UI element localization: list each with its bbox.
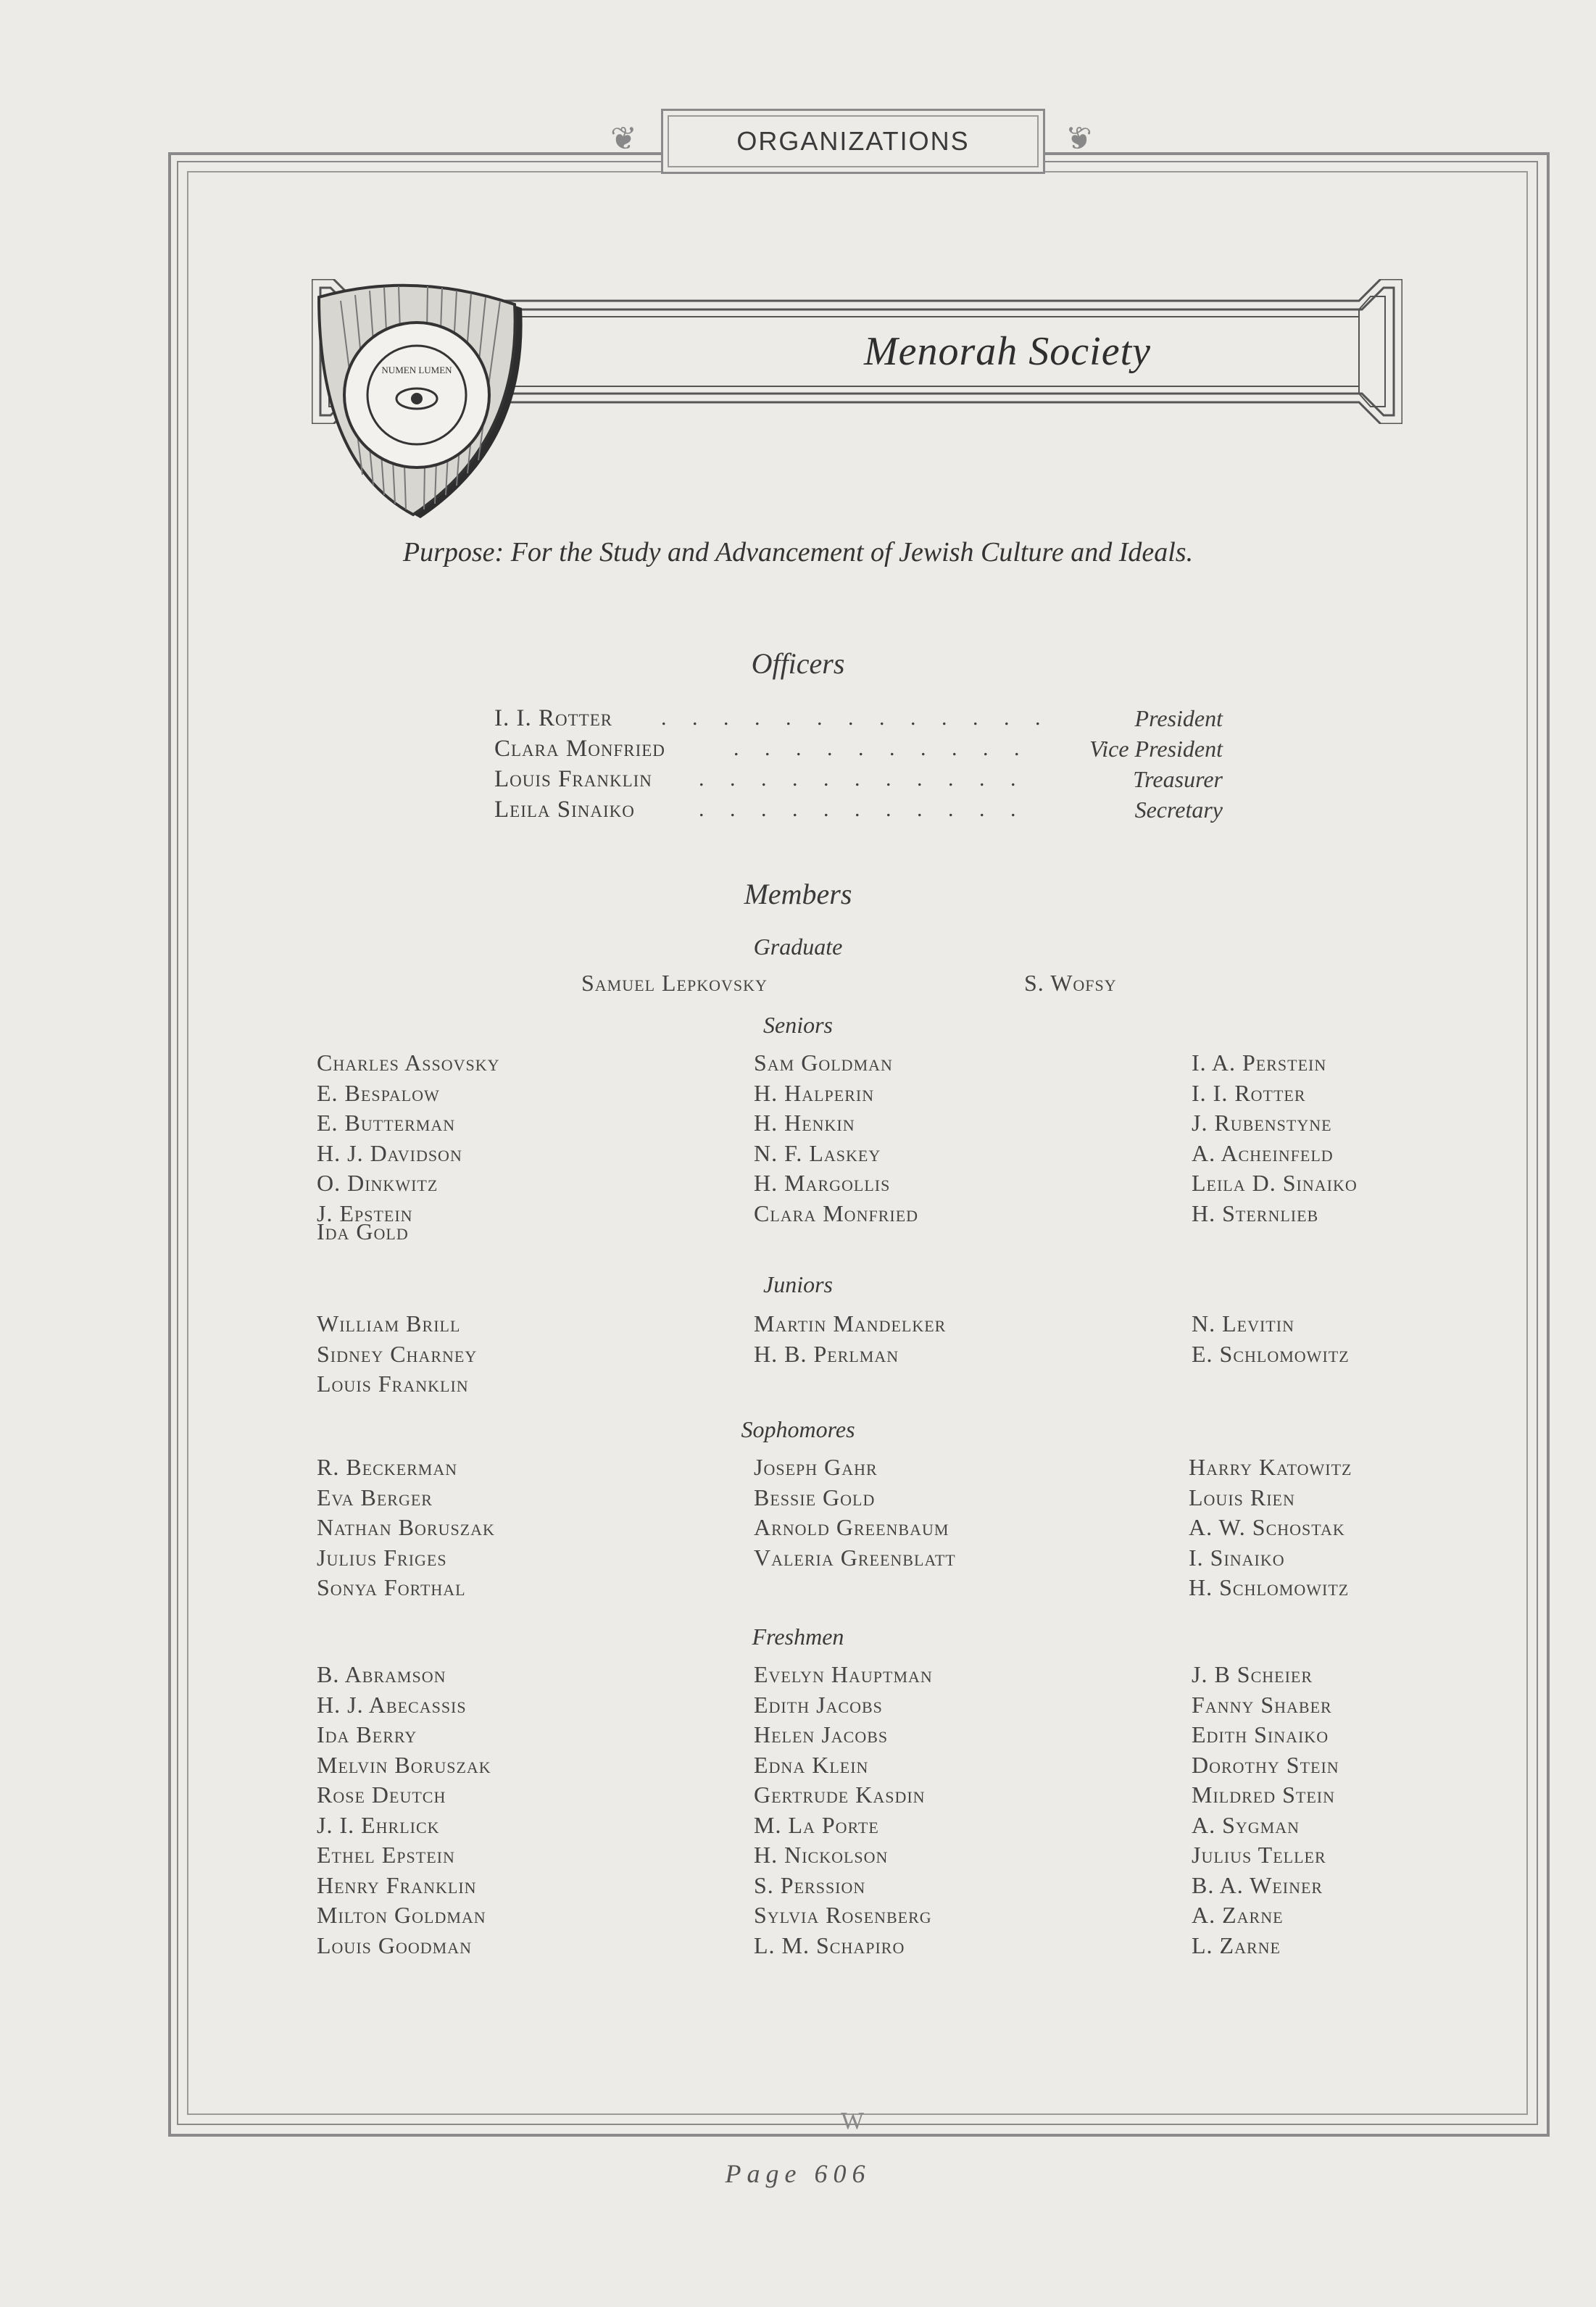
member-name: S. Perssion: [754, 1871, 866, 1898]
officer-title: Vice President: [1089, 736, 1223, 762]
member-name: Louis Franklin: [317, 1371, 469, 1397]
officer-row: [494, 764, 1223, 794]
member-name: M. La Porte: [754, 1811, 879, 1838]
university-seal-shield-icon: [312, 279, 529, 525]
member-name: Rose Deutch: [317, 1782, 446, 1808]
member-name: Mildred Stein: [1192, 1782, 1335, 1808]
member-name: Milton Goldman: [317, 1902, 486, 1928]
member-name: Fanny Shaber: [1192, 1691, 1332, 1718]
member-name: N. F. Laskey: [754, 1139, 881, 1166]
member-name: J. Rubenstyne: [1192, 1110, 1332, 1136]
member-name: E. Bespalow: [317, 1079, 440, 1106]
seniors-heading: Seniors: [763, 1012, 833, 1038]
member-name: A. Acheinfeld: [1192, 1139, 1334, 1166]
member-name: Melvin Boruszak: [317, 1751, 491, 1778]
members-heading: Members: [744, 878, 852, 910]
member-name: Leila D. Sinaiko: [1192, 1170, 1358, 1196]
member-name: Martin Mandelker: [754, 1310, 947, 1337]
officer-row: [494, 703, 1223, 733]
member-name: Henry Franklin: [317, 1871, 477, 1898]
page-number: Page 606: [725, 2159, 871, 2188]
member-name: J. I. Ehrlick: [317, 1811, 440, 1838]
leader-dots: . . . . . . . . . . .: [699, 797, 1026, 821]
svg-text:NUMEN LUMEN: NUMEN LUMEN: [381, 365, 452, 375]
freshmen-column-1: [317, 1660, 491, 1961]
leader-dots: . . . . . . . . . . .: [699, 767, 1026, 791]
member-name: Charles Assovsky: [317, 1049, 500, 1076]
officer-title: President: [1134, 705, 1223, 731]
sophomores-column-1: [317, 1452, 495, 1603]
seniors-column-2: [754, 1048, 918, 1229]
member-name: Valeria Greenblatt: [754, 1544, 956, 1571]
officer-row: [494, 794, 1223, 825]
officer-name: Clara Monfried: [494, 736, 665, 762]
university-w-mark: W: [841, 2108, 865, 2135]
freshmen-column-2: [754, 1660, 933, 1961]
graduate-member: Samuel Lepkovsky: [581, 970, 768, 996]
graduate-heading: Graduate: [753, 934, 843, 960]
member-name: J. B Scheier: [1192, 1661, 1313, 1687]
leader-dots: . . . . . . . . . . . . .: [661, 706, 1051, 730]
sophomores-column-3: [1189, 1452, 1352, 1603]
freshmen-heading: Freshmen: [752, 1624, 844, 1650]
member-name: Bessie Gold: [754, 1484, 876, 1510]
member-name: R. Beckerman: [317, 1454, 458, 1480]
seniors-column-1: [317, 1048, 500, 1247]
member-name: Nathan Boruszak: [317, 1514, 495, 1540]
juniors-column-2: [754, 1309, 946, 1369]
member-name: H. B. Perlman: [754, 1340, 899, 1367]
member-name: H. Halperin: [754, 1079, 875, 1106]
member-name: B. A. Weiner: [1192, 1871, 1323, 1898]
juniors-column-1: [317, 1309, 477, 1400]
member-name: Gertrude Kasdin: [754, 1782, 926, 1808]
member-name: Ethel Epstein: [317, 1842, 455, 1868]
seniors-column-3: [1192, 1048, 1358, 1229]
member-name: Clara Monfried: [754, 1200, 919, 1226]
member-name: A. Sygman: [1192, 1811, 1300, 1838]
member-name: E. Butterman: [317, 1110, 456, 1136]
left-scroll-ornament: ❦: [610, 121, 637, 157]
member-name: L. Zarne: [1192, 1932, 1281, 1958]
officers-heading: Officers: [751, 647, 845, 680]
juniors-heading: Juniors: [763, 1271, 833, 1297]
member-name: H. Schlomowitz: [1189, 1574, 1350, 1600]
member-name: H. Henkin: [754, 1110, 855, 1136]
right-scroll-ornament: ❦: [1065, 121, 1092, 157]
member-name: H. Nickolson: [754, 1842, 889, 1868]
member-name: Louis Rien: [1189, 1484, 1295, 1510]
society-banner: [312, 279, 1402, 424]
freshmen-column-3: [1192, 1660, 1339, 1961]
member-name: Julius Friges: [317, 1544, 447, 1571]
officer-title: Secretary: [1134, 797, 1223, 823]
member-name: Harry Katowitz: [1189, 1454, 1352, 1480]
member-name: William Brill: [317, 1310, 461, 1337]
member-name: Ida Gold: [317, 1218, 409, 1244]
officer-name: Louis Franklin: [494, 766, 652, 792]
member-name: Dorothy Stein: [1192, 1751, 1339, 1778]
sophomores-heading: Sophomores: [741, 1416, 855, 1442]
member-name: H. Margollis: [754, 1170, 891, 1196]
member-name: Sylvia Rosenberg: [754, 1902, 932, 1928]
member-name: Sonya Forthal: [317, 1574, 466, 1600]
member-name: Ida Berry: [317, 1721, 417, 1747]
member-name: B. Abramson: [317, 1661, 446, 1687]
member-name: Julius Teller: [1192, 1842, 1326, 1868]
section-header-tab: [661, 109, 1045, 174]
society-title: Menorah Society: [864, 329, 1151, 374]
leader-dots: . . . . . . . . . .: [733, 736, 1030, 760]
member-name: Edith Sinaiko: [1192, 1721, 1329, 1747]
section-title: ORGANIZATIONS: [736, 126, 970, 156]
member-name: I. A. Perstein: [1192, 1049, 1327, 1076]
juniors-column-3: [1192, 1309, 1350, 1369]
member-name: H. J. Davidson: [317, 1139, 462, 1166]
graduate-member: S. Wofsy: [1024, 970, 1117, 996]
member-name: H. Sternlieb: [1192, 1200, 1319, 1226]
member-name: J. Epstein: [317, 1200, 413, 1226]
officer-name: I. I. Rotter: [494, 705, 613, 731]
officer-row: [494, 733, 1223, 764]
member-name: A. Zarne: [1192, 1902, 1284, 1928]
member-name: Sidney Charney: [317, 1340, 478, 1367]
member-name: Evelyn Hauptman: [754, 1661, 933, 1687]
member-name: Edna Klein: [754, 1751, 869, 1778]
member-name: Edith Jacobs: [754, 1691, 883, 1718]
sophomores-column-2: [754, 1452, 956, 1573]
member-name: L. M. Schapiro: [754, 1932, 905, 1958]
member-name: Louis Goodman: [317, 1932, 472, 1958]
member-name: Arnold Greenbaum: [754, 1514, 949, 1540]
society-purpose: Purpose: For the Study and Advancement of Jewish Culture and Ideals.: [402, 537, 1194, 568]
member-name: I. I. Rotter: [1192, 1079, 1306, 1106]
officer-title: Treasurer: [1133, 766, 1223, 792]
member-name: Eva Berger: [317, 1484, 433, 1510]
member-name: I. Sinaiko: [1189, 1544, 1285, 1571]
officer-name: Leila Sinaiko: [494, 797, 635, 823]
member-name: O. Dinkwitz: [317, 1170, 439, 1196]
member-name: H. J. Abecassis: [317, 1691, 467, 1718]
member-name: Sam Goldman: [754, 1049, 893, 1076]
member-name: N. Levitin: [1192, 1310, 1294, 1337]
member-name: Helen Jacobs: [754, 1721, 889, 1747]
member-name: Joseph Gahr: [754, 1454, 878, 1480]
member-name: A. W. Schostak: [1189, 1514, 1345, 1540]
member-name: E. Schlomowitz: [1192, 1340, 1350, 1367]
